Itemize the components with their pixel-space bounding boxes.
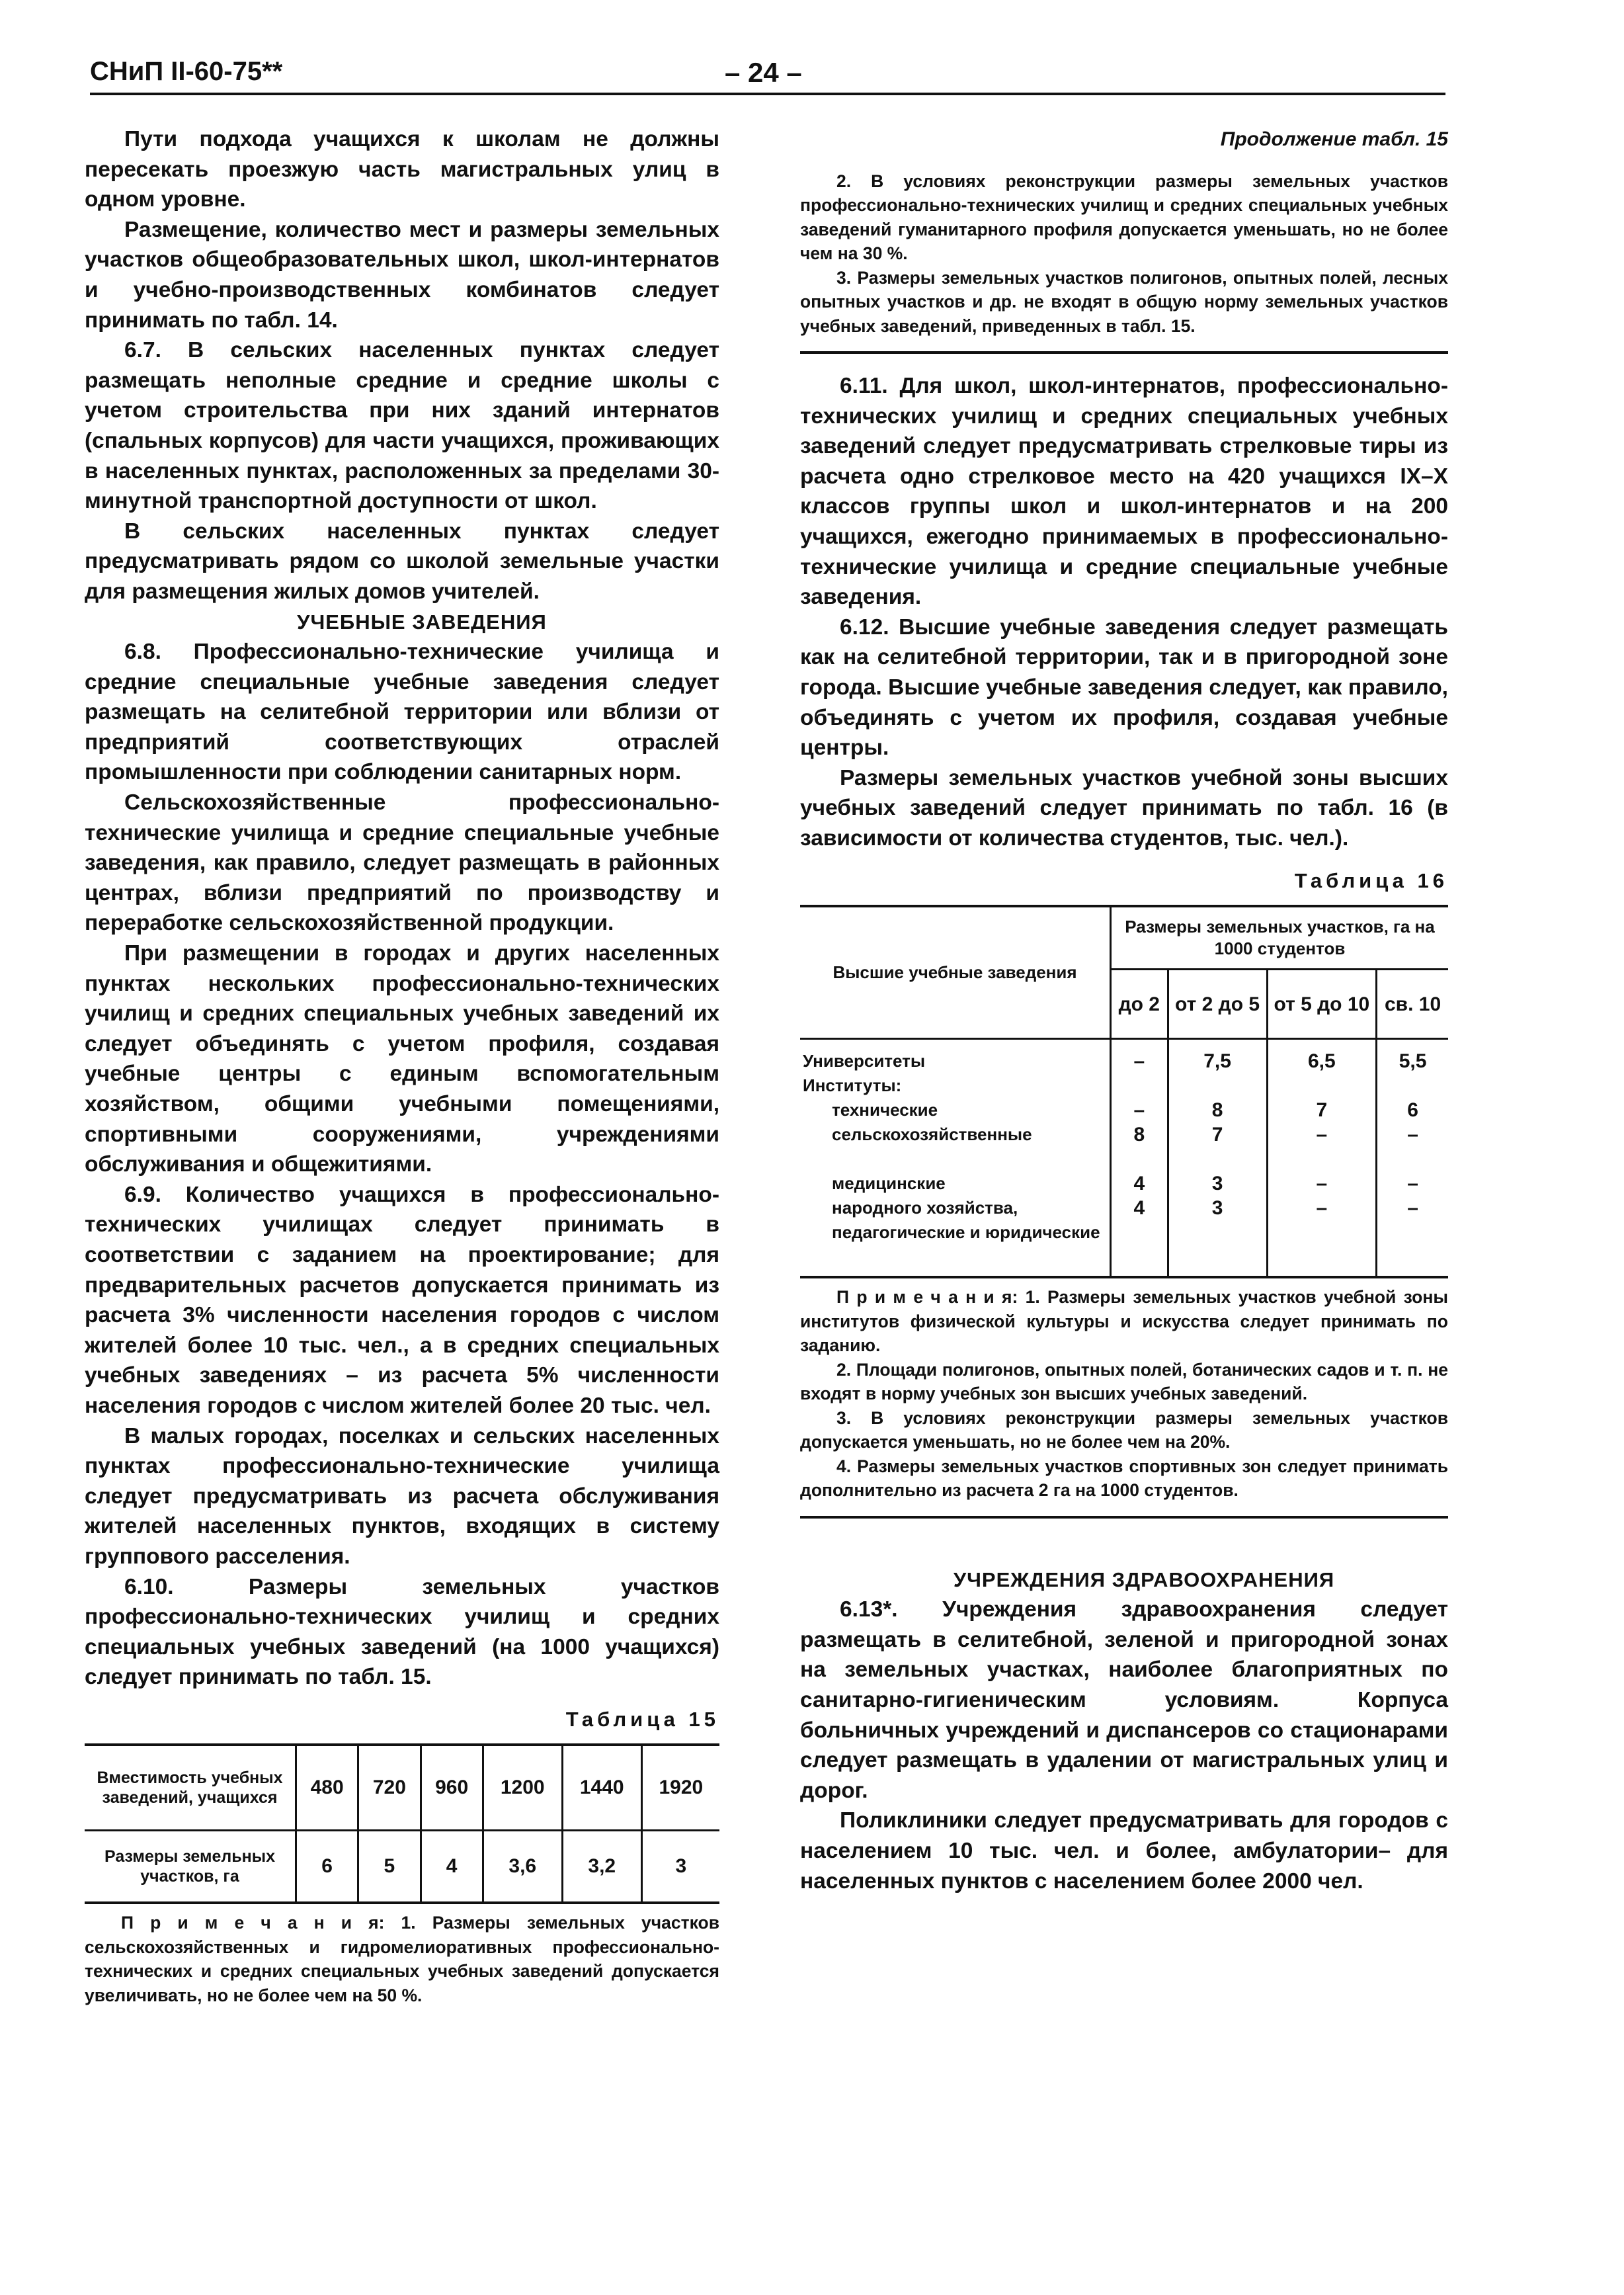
note: П р и м е ч а н и я: 1. Размеры земельных участков учебной зоны институтов физической культуры и искусства следует принимать по заданию.	[800, 1287, 1448, 1356]
table-row-header: Размеры земельных участков, га	[85, 1831, 296, 1903]
paragraph: Сельскохозяйственные профессионально-технические училища и средние специальные учебные заведения, как правило, следует размещать в районных центрах, вблизи предприятий по производству и переработке сельскохозяйственной продукции.	[85, 790, 719, 936]
continuation-label: Продолжение табл. 15	[1220, 128, 1448, 150]
note: П р и м е ч а н и я: 1. Размеры земельных участков сельскохозяйственных и гидромелиоративных профессионально-технических и средних специальных учебных заведений допускается увеличивать, но не более чем на 50 %.	[85, 1913, 719, 2005]
row-label: медицинские	[832, 1173, 946, 1194]
table-body-row	[800, 1039, 1448, 1278]
table-15-label: Таблица 15	[565, 1707, 719, 1731]
right-column	[800, 124, 1448, 1896]
table-cell: 4	[1133, 1173, 1145, 1195]
clause-6-8: 6.8. Профессионально-технические училища и средние специальные учебные заведения следует размещать на селитебной территории или вблизи от предприятий соответствующих отраслей промышленности при соблюдении санитарных норм.	[85, 640, 719, 785]
table-cell: 7,5	[1203, 1050, 1231, 1073]
table-cell: 1440	[562, 1745, 641, 1831]
section-heading-education: УЧЕБНЫЕ ЗАВЕДЕНИЯ	[297, 610, 547, 634]
table-16-notes	[800, 1285, 1448, 1503]
column-header: св. 10	[1377, 970, 1448, 1039]
row-label: технические	[832, 1100, 938, 1120]
table-cell: 6,5	[1307, 1050, 1336, 1073]
table-row	[85, 1745, 719, 1831]
column-header: до 2	[1111, 970, 1168, 1039]
row-label: Университеты	[803, 1051, 926, 1071]
table-15-notes-continued	[800, 169, 1448, 339]
clause-6-12: 6.12. Высшие учебные заведения следует размещать как на селитебной территории, так и в пригородной зоне города. Высшие учебные заведения следует, как правило, объединять с учетом их профиля, создавая учебные центры.	[800, 614, 1448, 761]
table-column-values	[1267, 1039, 1377, 1278]
section-heading-healthcare: УЧРЕЖДЕНИЯ ЗДРАВООХРАНЕНИЯ	[953, 1567, 1335, 1591]
paragraph: Размещение, количество мест и размеры земельных участков общеобразовательных школ, школ-интернатов и учебно-производственных комбинатов следует принимать по табл. 14.	[85, 217, 719, 333]
section-divider	[800, 351, 1448, 354]
table-cell: 6	[296, 1831, 358, 1903]
table-cell: 3,2	[562, 1831, 641, 1903]
note: 3. Размеры земельных участков полигонов, опытных полей, лесных опытных участков и др. не входят в общую норму земельных участков учебных заведений, приведенных в табл. 15.	[800, 267, 1448, 336]
table-cell: 4	[1133, 1197, 1145, 1220]
table-cell: –	[1316, 1124, 1328, 1146]
table-cell: –	[1407, 1173, 1418, 1195]
table-cell: 1920	[641, 1745, 719, 1831]
clause-6-9: 6.9. Количество учащихся в профессионально-технических училищах следует принимать в соответствии с заданием на проектирование; для предварительных расчетов допускается принимать из расчета 3% численности населения городов с числом жителей более 10 тыс. чел., а в средних специальных учебных заведениях – из расчета 5% численности населения городов с числом жителей более 20 тыс. чел.	[85, 1182, 719, 1418]
table-cell: 3	[1211, 1197, 1223, 1220]
table-cell: 7	[1316, 1099, 1328, 1122]
paragraph: Поликлиники следует предусматривать для городов с населением 10 тыс. чел. и более, амбулатории– для населенных пунктов с населением более 2000 чел.	[800, 1808, 1448, 1894]
row-label: Институты:	[803, 1075, 902, 1096]
table-row-header: Вместимость учебных заведений, учащихся	[85, 1745, 296, 1831]
page-number: – 24 –	[725, 57, 802, 88]
table-cell: 720	[358, 1745, 421, 1831]
table-cell: 3	[641, 1831, 719, 1903]
table-cell: –	[1316, 1173, 1328, 1195]
table-cell: 6	[1407, 1099, 1418, 1122]
table-cell: –	[1316, 1197, 1328, 1220]
table-cell: 960	[421, 1745, 483, 1831]
table-cell: –	[1133, 1050, 1145, 1073]
table-cell: 7	[1211, 1124, 1223, 1146]
table-cell: 1200	[483, 1745, 562, 1831]
table-cell	[1380, 1073, 1445, 1098]
table-cell: 5	[358, 1831, 421, 1903]
table-cell: 8	[1211, 1099, 1223, 1122]
document-code: СНиП II-60-75**	[90, 57, 283, 86]
table-16	[800, 905, 1448, 1278]
header-rule	[90, 93, 1445, 95]
paragraph: В сельских населенных пунктах следует предусматривать рядом со школой земельные участки для размещения жилых домов учителей.	[85, 519, 719, 604]
table-15-notes	[85, 1911, 719, 2007]
paragraph: Размеры земельных участков учебной зоны высших учебных заведений следует принимать по табл. 16 (в зависимости от количества студентов, тыс. чел.).	[800, 765, 1448, 851]
column-header: от 2 до 5	[1168, 970, 1267, 1039]
table-cell: –	[1133, 1099, 1145, 1122]
column-group-header: Размеры земельных участков, га на 1000 студентов	[1111, 906, 1449, 970]
column-header: Высшие учебные заведения	[800, 906, 1111, 1039]
table-column-values	[1111, 1039, 1168, 1278]
note: 4. Размеры земельных участков спортивных зон следует принимать дополнительно из расчета 2 га на 1000 студентов.	[800, 1456, 1448, 1501]
row-label: народного хозяйства, педагогические и юридические	[832, 1198, 1100, 1243]
clause-6-7: 6.7. В сельских населенных пунктах следует размещать неполные средние и средние школы с учетом строительства при них зданий интернатов (спальных корпусов) для части учащихся, проживающих в населенных пунктах, расположенных за пределами 30-минутной транспортной доступности от школ.	[85, 338, 719, 514]
table-row-labels	[800, 1039, 1111, 1278]
note: 2. Площади полигонов, опытных полей, ботанических садов и т. п. не входят в норму учебных зон высших учебных заведений.	[800, 1359, 1448, 1404]
row-label: сельскохозяйственные	[832, 1124, 1032, 1145]
left-column	[85, 124, 719, 2007]
table-cell: 3	[1211, 1173, 1223, 1195]
section-divider	[800, 1516, 1448, 1519]
note: 3. В условиях реконструкции размеры земельных участков допускается уменьшать, но не более чем на 20%.	[800, 1407, 1448, 1452]
table-cell: 480	[296, 1745, 358, 1831]
clause-6-11: 6.11. Для школ, школ-интернатов, профессионально-технических училищ и средних специальных учебных заведений следует предусматривать стрелковые тиры из расчета одно стрелковое место на 420 учащихся IX–X классов группы школ и школ-интернатов и на 200 учащихся, ежегодно принимаемых в профессионально-технические училища и средние специальные учебные заведения.	[800, 374, 1448, 610]
table-15	[85, 1743, 719, 1904]
table-cell: –	[1407, 1124, 1418, 1146]
table-header-row	[800, 906, 1448, 970]
table-column-values	[1168, 1039, 1267, 1278]
clause-6-13: 6.13*. Учреждения здравоохранения следует размещать в селитебной, зеленой и пригородной зонах на земельных участках, наиболее благоприятных по санитарно-гигиеническим условиям. Корпуса больничных учреждений и диспансеров со стационарами следует размещать в удалении от магистральных улиц и дорог.	[800, 1597, 1448, 1803]
table-cell	[1271, 1073, 1373, 1098]
column-header: от 5 до 10	[1267, 970, 1377, 1039]
table-cell: –	[1407, 1197, 1418, 1220]
clause-6-10: 6.10. Размеры земельных участков профессионально-технических училищ и средних специальных учебных заведений (на 1000 учащихся) следует принимать по табл. 15.	[85, 1574, 719, 1690]
paragraph: Пути подхода учащихся к школам не должны пересекать проезжую часть магистральных улиц в одном уровне.	[85, 127, 719, 212]
table-cell	[1114, 1073, 1164, 1098]
table-cell: 8	[1133, 1124, 1145, 1146]
table-column-values	[1377, 1039, 1448, 1278]
paragraph: При размещении в городах и других населенных пунктах нескольких профессионально-технических училищ и средних специальных учебных заведений их следует объединять с учетом профиля, создавая учебные центры с единым вспомогательным хозяйством, общими учебными помещениями, спортивными сооружениями, учреждениями обслуживания и общежитиями.	[85, 941, 719, 1177]
table-cell: 5,5	[1399, 1050, 1427, 1073]
paragraph: В малых городах, поселках и сельских населенных пунктах профессионально-технические училища следует предусматривать из расчета обслуживания жителей населенных пунктов, входящих в систему группового расселения.	[85, 1423, 719, 1569]
table-row	[85, 1831, 719, 1903]
table-cell: 4	[421, 1831, 483, 1903]
note: 2. В условиях реконструкции размеры земельных участков профессионально-технических училищ и средних специальных учебных заведений гуманитарного профиля допускается уменьшать, но не более чем на 30 %.	[800, 171, 1448, 264]
table-cell	[1172, 1073, 1264, 1098]
table-16-label: Таблица 16	[1294, 868, 1448, 892]
table-cell: 3,6	[483, 1831, 562, 1903]
page-header	[90, 53, 1445, 99]
